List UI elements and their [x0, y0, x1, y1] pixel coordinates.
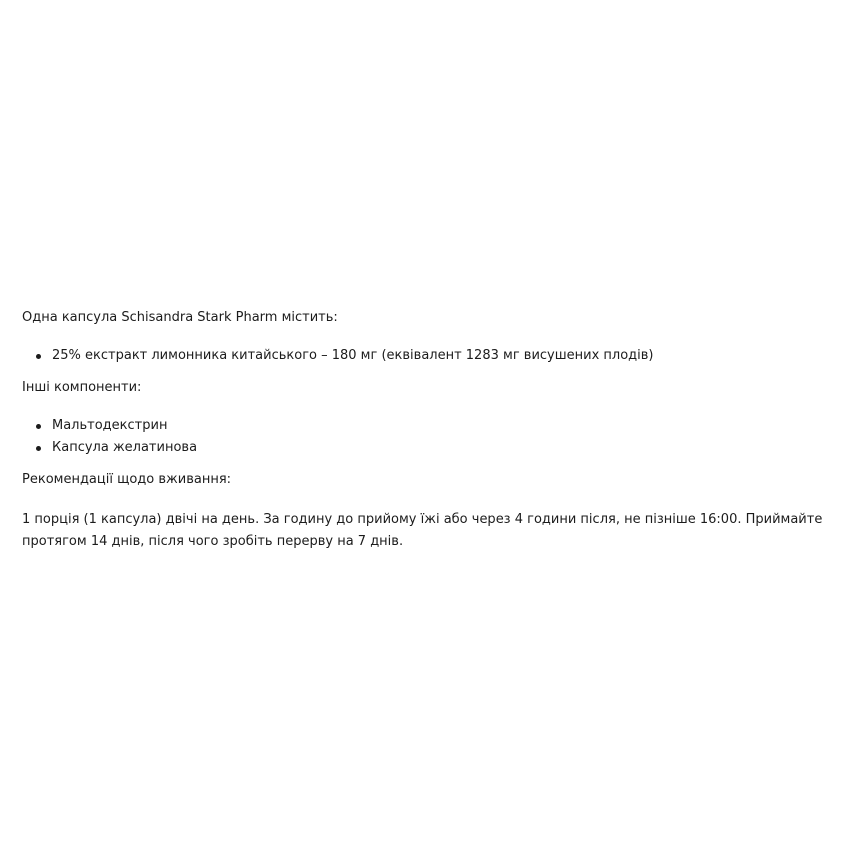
list-item: Капсула желатинова	[52, 437, 847, 459]
recommendations-text: 1 порція (1 капсула) двічі на день. За годину до прийому їжі або через 4 години після, не пізніше 16:00. Приймайте протягом 14 днів, після чого зробіть перерву на 7 днів.	[22, 512, 823, 549]
composition-list	[22, 345, 847, 367]
product-description	[22, 307, 847, 553]
recommendations-heading: Рекомендації щодо вживання:	[22, 472, 232, 487]
list-item: 25% екстракт лимонника китайського – 180 мг (еквівалент 1283 мг висушених плодів)	[52, 345, 847, 367]
list-item: Мальтодекстрин	[52, 415, 847, 437]
other-components-list	[22, 415, 847, 459]
composition-heading: Одна капсула Schisandra Stark Pharm містить:	[22, 310, 338, 325]
other-components-heading: Інші компоненти:	[22, 380, 142, 395]
